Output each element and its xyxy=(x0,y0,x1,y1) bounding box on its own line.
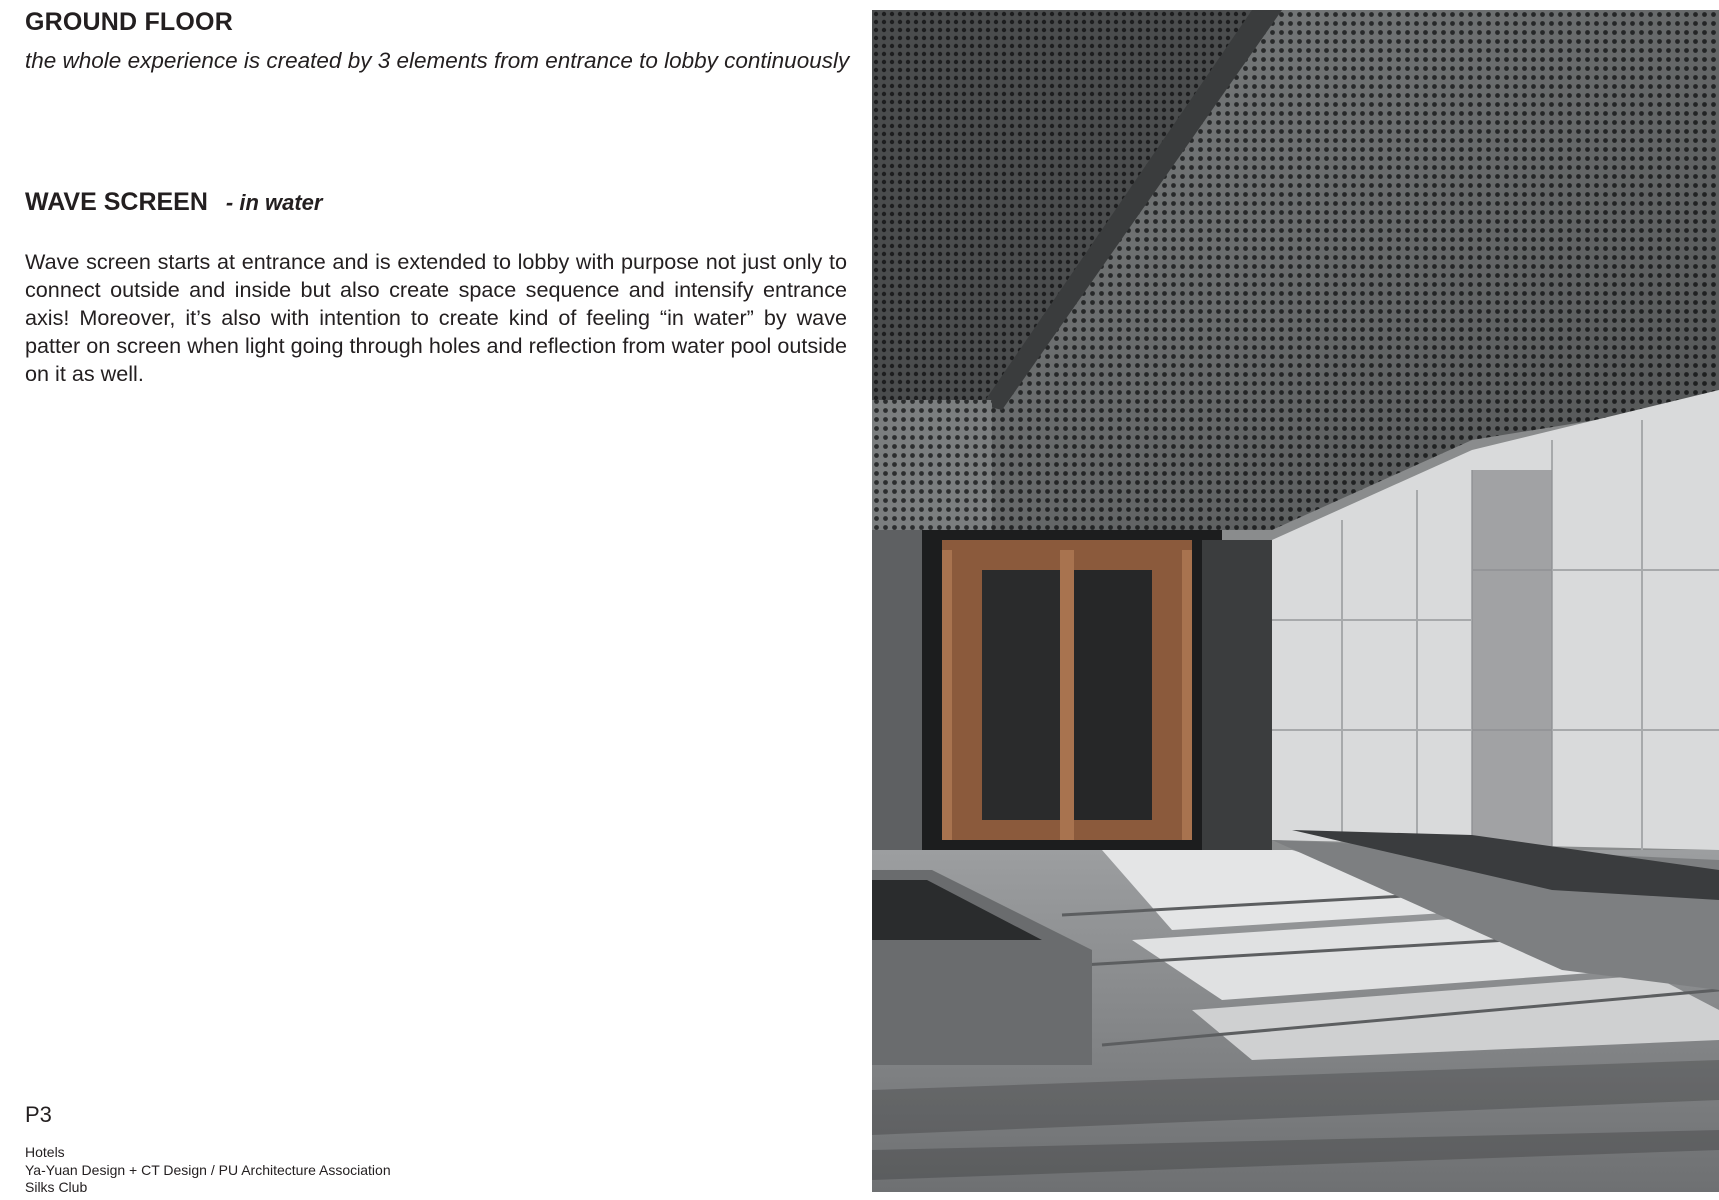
page-subtitle: the whole experience is created by 3 elements from entrance to lobby continuously xyxy=(25,48,850,73)
page-number: P3 xyxy=(25,1102,52,1127)
section-body: Wave screen starts at entrance and is extended to lobby with purpose not just only to connect outside and inside but also create space sequence and intensify entrance axis! Moreover, it’s also with intention to create kind of feeling “in water” by wave patter on screen when light going through holes and reflection from water pool outside on it as well. xyxy=(25,249,847,386)
section-subtitle: - in water xyxy=(225,190,323,215)
section-title: WAVE SCREEN xyxy=(25,188,208,216)
page-title: GROUND FLOOR xyxy=(25,8,233,36)
credits xyxy=(25,1144,391,1197)
entrance-photo xyxy=(872,10,1719,1192)
text-column xyxy=(25,0,850,1200)
credit-category: Hotels xyxy=(25,1144,65,1160)
credit-designers: Ya-Yuan Design + CT Design / PU Architecture Association xyxy=(25,1161,391,1178)
credit-project: Silks Club xyxy=(25,1179,88,1195)
section-heading xyxy=(25,188,322,217)
